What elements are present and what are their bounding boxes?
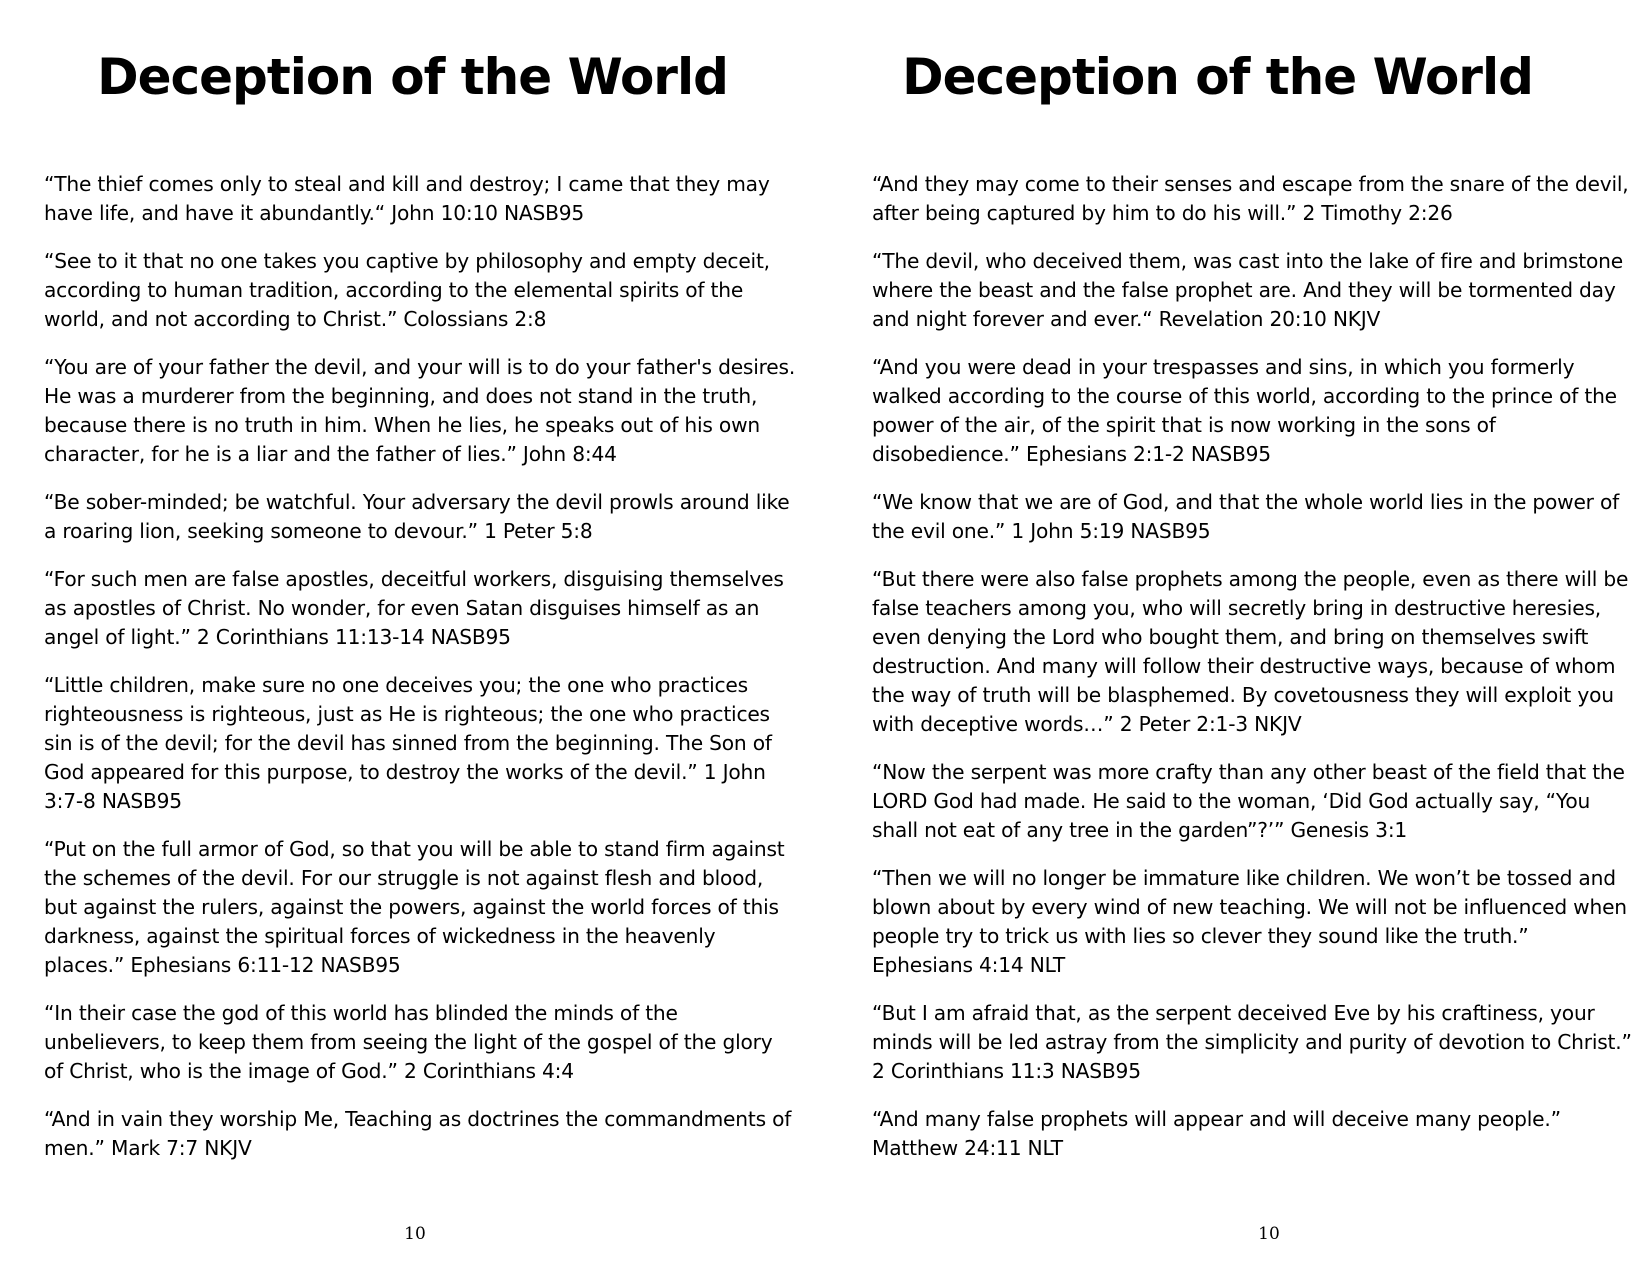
verse-paragraph: “And they may come to their senses and escape from the snare of the devil, after being captured by him to do his will.” 2 Timothy 2:26 xyxy=(872,172,1629,225)
verse-paragraph: “The devil, who deceived them, was cast into the lake of fire and brimstone where the beast and the false prophet are. And they will be tormented day and night forever and ever.“ Revelation 20:10 NKJV xyxy=(872,249,1623,331)
page-number: 10 xyxy=(1258,1224,1280,1244)
verse-paragraph: “Put on the full armor of God, so that you will be able to stand firm against the schemes of the devil. For our struggle is not against flesh and blood, but against the rulers, against the powers, against the world forces of this darkness, against the spiritual forces of wickedness in the heavenly places.” Ephesians 6:11-12 NASB95 xyxy=(44,837,785,977)
verse-paragraph: “In their case the god of this world has blinded the minds of the unbelievers, to keep them from seeing the light of the gospel of the glory of Christ, who is the image of God.” 2 Corinthians 4:4 xyxy=(44,1001,773,1083)
page-number: 10 xyxy=(404,1224,426,1244)
verse-paragraph: “See to it that no one takes you captive by philosophy and empty deceit, according to human tradition, according to the elemental spirits of the world, and not according to Christ.” Colossians 2:8 xyxy=(44,249,770,331)
verse-paragraph: “But there were also false prophets among the people, even as there will be false teachers among you, who will secretly bring in destructive heresies, even denying the Lord who bought them, and bring on themselves swift destruction. And many will follow their destructive ways, because of whom the way of truth will be blasphemed. By covetousness they will exploit you with deceptive words…” 2 Peter 2:1-3 NKJV xyxy=(872,567,1629,736)
verse-paragraph: “Then we will no longer be immature like children. We won’t be tossed and blown about by every wind of new teaching. We will not be influenced when people try to trick us with lies so clever they sound like the truth.” Ephesians 4:14 NLT xyxy=(872,866,1627,977)
verse-paragraph: “And many false prophets will appear and will deceive many people.” Matthew 24:11 NLT xyxy=(872,1107,1561,1160)
verse-paragraph: “And you were dead in your trespasses and sins, in which you formerly walked according to the course of this world, according to the prince of the power of the air, of the spirit that is now working in the sons of disobedience.” Ephesians 2:1-2 NASB95 xyxy=(872,355,1617,466)
verse-paragraph: “We know that we are of God, and that the whole world lies in the power of the evil one.” 1 John 5:19 NASB95 xyxy=(872,490,1620,543)
page-title: Deception of the World xyxy=(97,48,728,106)
verse-paragraph: “You are of your father the devil, and your will is to do your father's desires. He was a murderer from the beginning, and does not stand in the truth, because there is no truth in him. When he lies, he speaks out of his own character, for he is a liar and the father of lies.” John 8:44 xyxy=(44,355,796,466)
verse-paragraph: “Now the serpent was more crafty than any other beast of the field that the LORD God had made. He said to the woman, ‘Did God actually say, “You shall not eat of any tree in the garden”?’” Genesis 3:1 xyxy=(872,760,1625,842)
verse-paragraph: “But I am afraid that, as the serpent deceived Eve by his craftiness, your minds will be led astray from the simplicity and purity of devotion to Christ.” 2 Corinthians 11:3 NASB95 xyxy=(872,1001,1632,1083)
verse-paragraph: “The thief comes only to steal and kill and destroy; I came that they may have life, and have it abundantly.“ John 10:10 NASB95 xyxy=(44,172,770,225)
right-page xyxy=(825,0,1650,1275)
verse-paragraph: “Little children, make sure no one deceives you; the one who practices righteousness is righteous, just as He is righteous; the one who practices sin is of the devil; for the devil has sinned from the beginning. The Son of God appeared for this purpose, to destroy the works of the devil.” 1 John 3:7-8 NASB95 xyxy=(44,673,772,813)
verse-paragraph: “Be sober-minded; be watchful. Your adversary the devil prowls around like a roaring lion, seeking someone to devour.” 1 Peter 5:8 xyxy=(44,490,790,543)
verse-paragraph: “And in vain they worship Me, Teaching as doctrines the commandments of men.” Mark 7:7 NKJV xyxy=(44,1107,792,1160)
verse-paragraph: “For such men are false apostles, deceitful workers, disguising themselves as apostles of Christ. No wonder, for even Satan disguises himself as an angel of light.” 2 Corinthians 11:13-14 NASB95 xyxy=(44,567,784,649)
verse-list xyxy=(872,170,1632,1182)
verse-list xyxy=(44,170,796,1182)
page-title: Deception of the World xyxy=(902,48,1533,106)
